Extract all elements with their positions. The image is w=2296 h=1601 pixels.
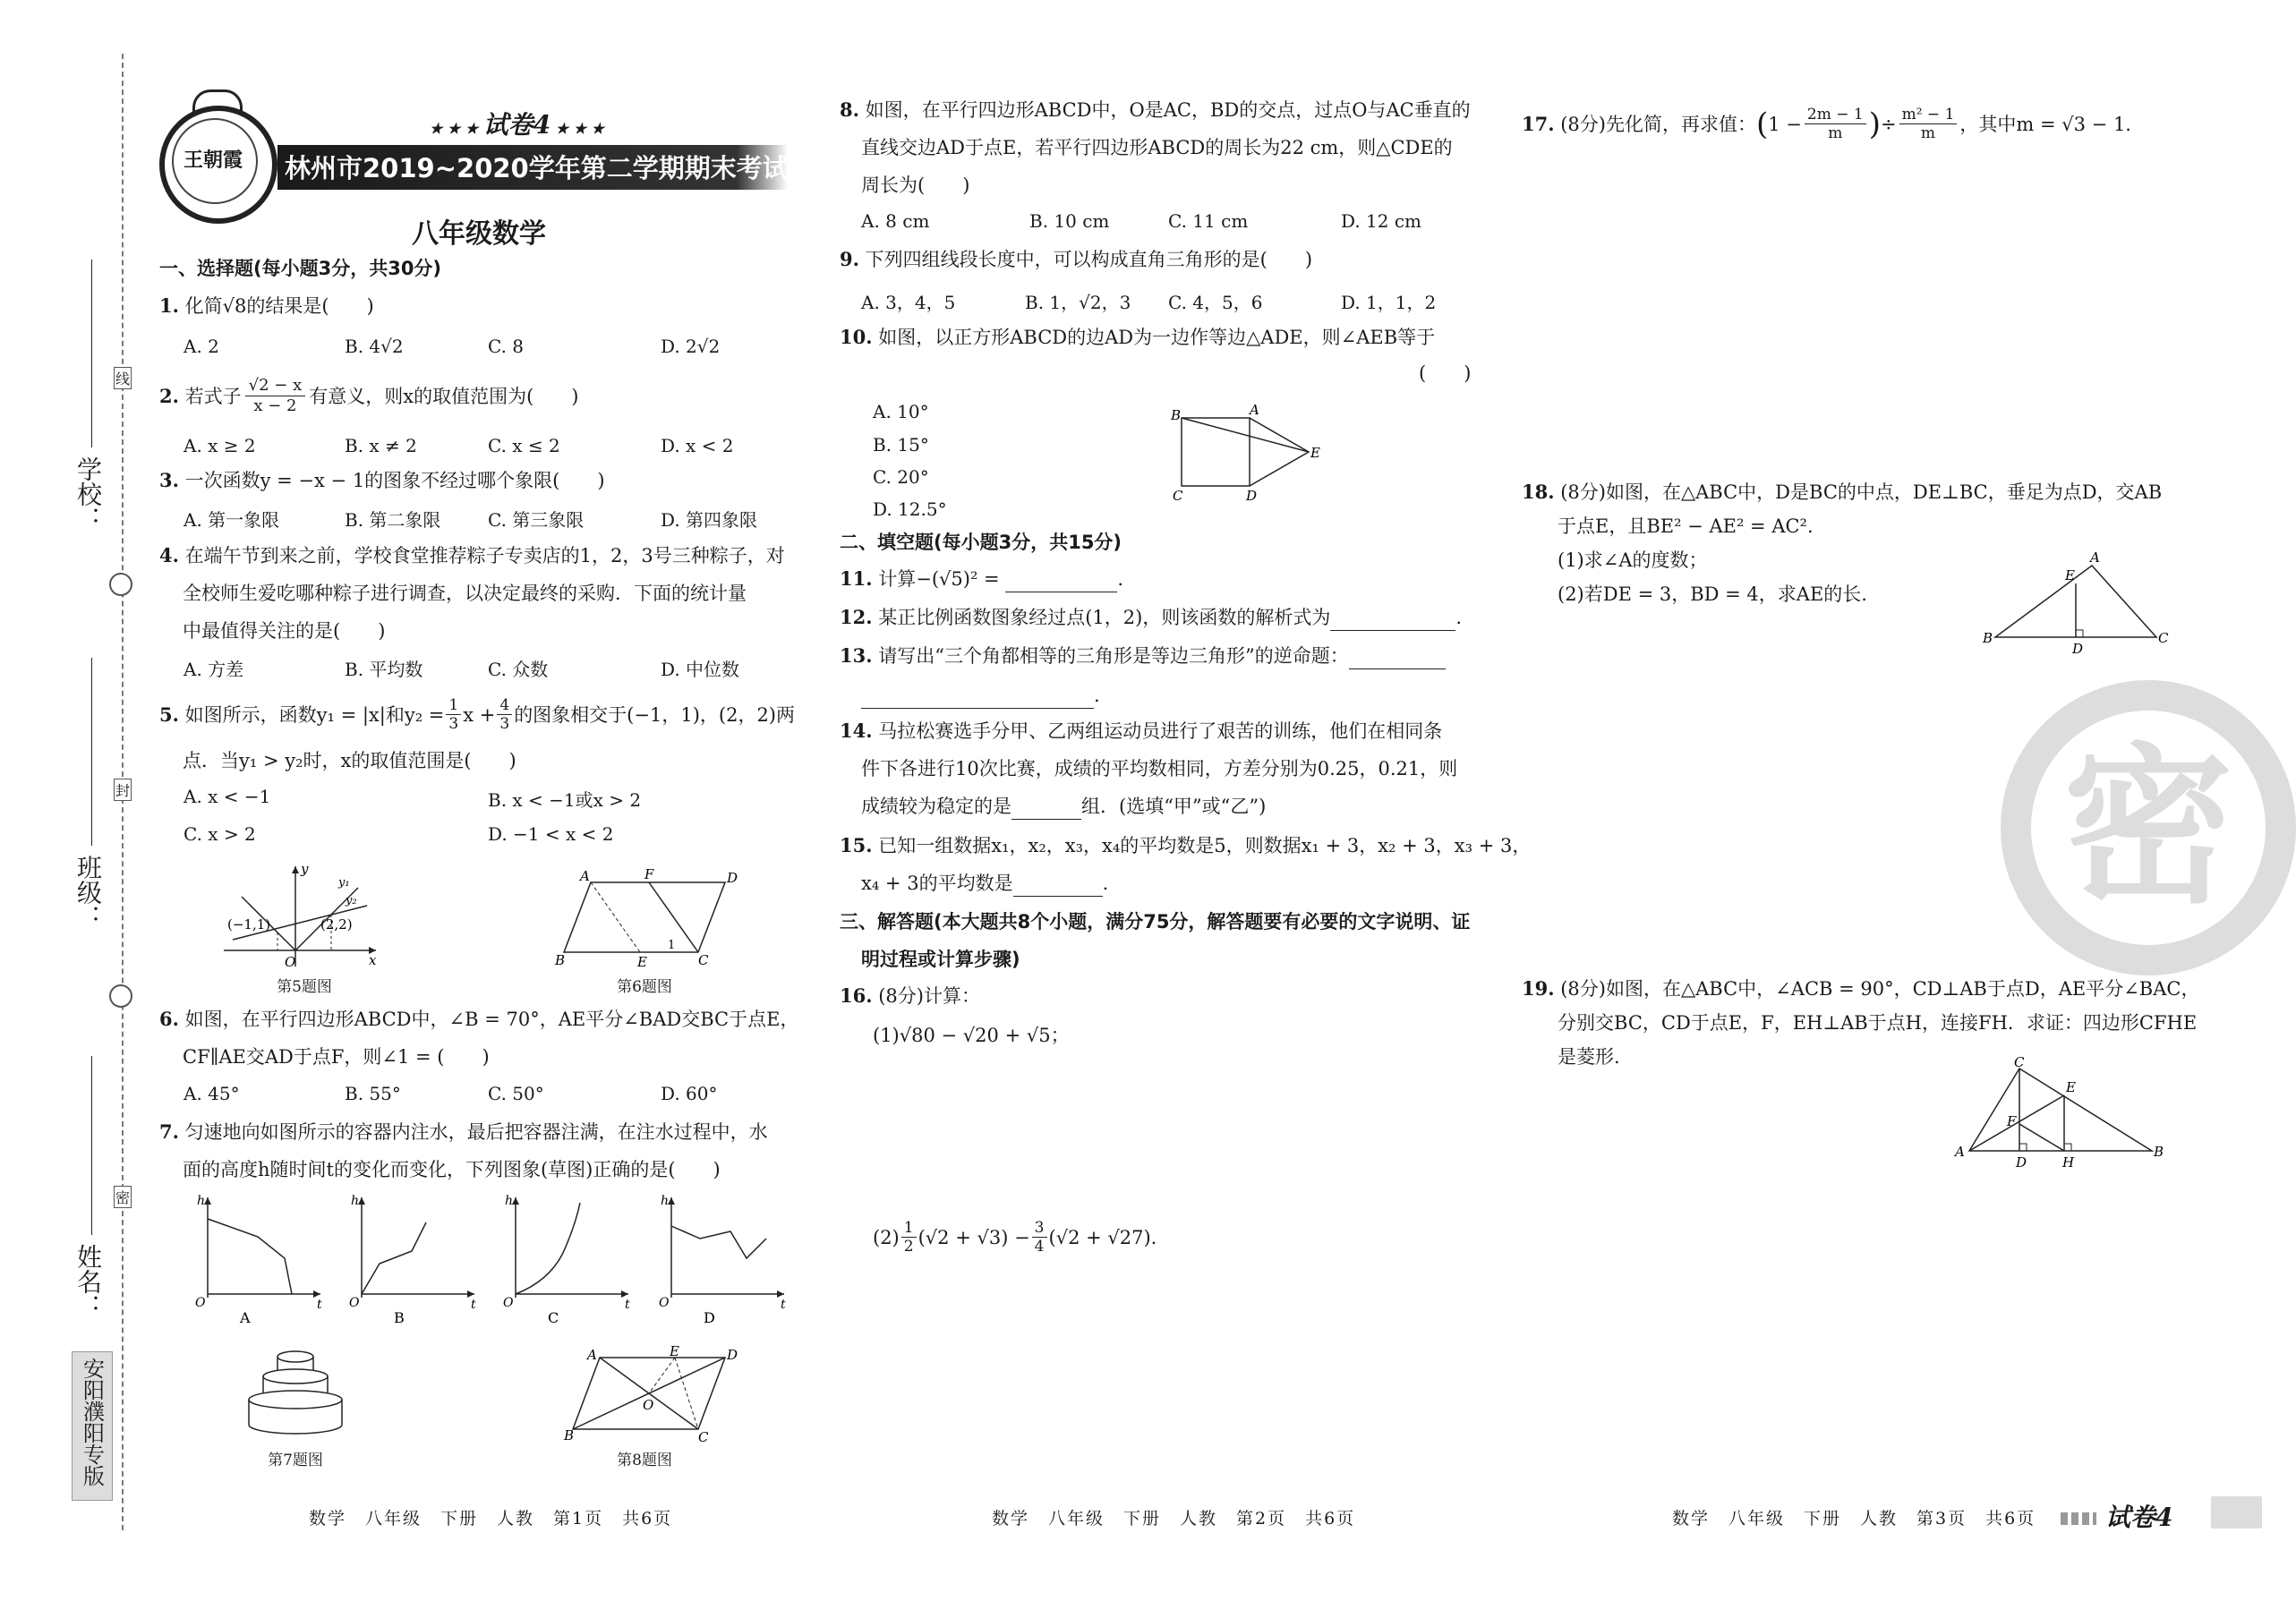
svg-text:D: D	[727, 870, 738, 886]
svg-text:C: C	[548, 1309, 559, 1326]
q4-option-c: C. 众数	[488, 659, 549, 680]
footer-page-2: 数学 八年级 下册 人教 第2页 共6页	[992, 1509, 1356, 1529]
q10-option-d: D. 12.5°	[873, 498, 947, 520]
svg-text:B: B	[555, 952, 566, 968]
question-6: 6. 如图，在平行四边形ABCD中，∠B = 70°，AE平分∠BAD交BC于点E， CF∥AE交AD于点F，则∠1 = ( )	[159, 1008, 799, 1068]
svg-text:E: E	[2065, 567, 2075, 583]
figure-5	[215, 859, 394, 975]
school-label: 学校：	[73, 456, 103, 532]
svg-text:B: B	[394, 1309, 405, 1326]
svg-text:B: B	[564, 1427, 575, 1443]
exam-title: 林州市2019~2020学年第二学期期末考试试题	[285, 153, 841, 183]
svg-text:O: O	[195, 1296, 206, 1310]
svg-text:h: h	[197, 1194, 206, 1208]
exam-badge: ★ ★ ★ 试卷4 ★ ★ ★	[430, 110, 604, 140]
question-2: 2. 若式子 √2 − x x − 2 有意义，则x的取值范围为( )	[159, 376, 579, 415]
q10-option-c: C. 20°	[873, 466, 929, 488]
figure-19	[1951, 1054, 2166, 1174]
svg-text:t: t	[471, 1298, 476, 1312]
question-12: 12. 某正比例函数图象经过点(1，2)，则该函数的解析式为 .	[840, 604, 1462, 631]
hole-icon	[109, 984, 132, 1008]
q8-option-c: C. 11 cm	[1168, 210, 1249, 232]
section-solve-1: 三、解答题(本大题共8个小题，满分75分，解答题要有必要的文字说明、证	[840, 911, 1471, 932]
svg-text:A: A	[580, 868, 590, 884]
q5-option-c: C. x > 2	[184, 823, 256, 845]
q8-option-b: B. 10 cm	[1029, 210, 1110, 232]
footer-page-1: 数学 八年级 下册 人教 第1页 共6页	[309, 1509, 673, 1529]
section-choice: 一、选择题(每小题3分，共30分)	[159, 258, 442, 279]
question-5-line2: 点．当y₁ > y₂时，x的取值范围是( )	[183, 750, 516, 771]
question-16-part-2: (2) 1 2 (√2 + √3) − $\frac{3}{4}$ (√2 + √27).	[873, 1219, 1157, 1256]
svg-text:E: E	[1310, 445, 1320, 461]
question-16: 16. (8分)计算：	[840, 984, 980, 1007]
q7-graph-a	[186, 1192, 329, 1326]
svg-text:h: h	[505, 1194, 514, 1208]
q3-option-d: D. 第四象限	[661, 509, 758, 531]
svg-text:t: t	[317, 1298, 322, 1312]
svg-text:A: A	[1955, 1144, 1965, 1160]
q6-option-a: A. 45°	[184, 1083, 240, 1104]
footer-gray-bar	[2211, 1496, 2262, 1529]
binding-seal-mark: 封	[114, 779, 132, 801]
svg-text:E: E	[670, 1343, 679, 1359]
name-label: 姓名：	[73, 1244, 103, 1319]
question-1: 1. 化简√8的结果是( )	[159, 294, 374, 317]
svg-text:H: H	[2062, 1154, 2075, 1171]
svg-text:C: C	[2014, 1054, 2025, 1070]
fig5-point-1: (−1,1)	[227, 916, 271, 932]
q4-option-b: B. 平均数	[345, 659, 423, 680]
q4-option-a: A. 方差	[184, 659, 244, 680]
svg-text:x: x	[369, 952, 377, 968]
svg-text:D: D	[727, 1347, 738, 1363]
question-17: 17. (8分)先化简，再求值： ( 1 − $\frac{2m - 1}{m}$ ) ÷ $\frac{\text{m² − 1}}{m}$ ，其中m = √3 − 1.	[1522, 106, 2131, 142]
q7-graph-d	[650, 1192, 793, 1326]
q1-option-d: D. 2√2	[661, 336, 721, 357]
question-16-part-1: (1)√80 − √20 + √5；	[873, 1025, 1070, 1046]
svg-text:B: B	[1171, 407, 1182, 423]
section-solve-2: 明过程或计算步骤)	[861, 949, 1020, 970]
q5-option-d: D. −1 < x < 2	[488, 823, 614, 845]
svg-text:A: A	[1250, 402, 1259, 418]
q10-option-b: B. 15°	[873, 434, 929, 456]
question-19: 19. (8分)如图，在△ABC中，∠ACB = 90°，CD⊥AB于点D，AE平分∠BAC， 分别交BC，CD于点E，F，EH⊥AB于点H，连接FH．求证：四边形CFHE 是菱形.	[1522, 977, 2200, 1068]
svg-text:O: O	[349, 1296, 360, 1310]
svg-text:F: F	[2007, 1113, 2017, 1129]
figure-6	[555, 866, 738, 970]
figure-5-caption: 第5题图	[277, 978, 332, 996]
svg-text:E: E	[637, 954, 647, 970]
q11-answer-blank[interactable]	[1005, 572, 1117, 592]
figure-10	[1164, 398, 1325, 506]
svg-text:C: C	[2158, 630, 2169, 646]
svg-text:A: A	[587, 1347, 597, 1363]
question-3: 3. 一次函数y = −x − 1的图象不经过哪个象限( )	[159, 469, 605, 491]
svg-text:D: D	[2072, 641, 2084, 657]
q12-answer-blank[interactable]	[1330, 610, 1455, 631]
svg-text:O: O	[285, 954, 296, 970]
q1-option-b: B. 4√2	[345, 336, 404, 357]
svg-text:A: A	[2090, 549, 2100, 566]
q6-option-b: B. 55°	[345, 1083, 401, 1104]
binding-secret-mark: 密	[114, 1186, 132, 1208]
q8-option-a: A. 8 cm	[861, 210, 930, 232]
binding-strip	[0, 0, 143, 1601]
q9-option-a: A. 3，4，5	[861, 292, 956, 313]
figure-6-caption: 第6题图	[617, 978, 672, 996]
question-11: 11. 计算−(√5)² = .	[840, 566, 1123, 592]
q6-option-c: C. 50°	[488, 1083, 544, 1104]
q3-option-a: A. 第一象限	[184, 509, 280, 531]
q1-option-c: C. 8	[488, 336, 525, 357]
q10-option-a: A. 10°	[873, 401, 929, 422]
svg-text:O: O	[659, 1296, 670, 1310]
q14-answer-blank[interactable]	[1011, 799, 1081, 820]
svg-text:1: 1	[668, 939, 676, 952]
q2-option-b: B. x ≠ 2	[345, 435, 417, 456]
question-8: 8. 如图，在平行四边形ABCD中，O是AC，BD的交点，过点O与AC垂直的 直线交边AD于点E，若平行四边形ABCD的周长为22 cm，则△CDE的 周长为( )	[840, 98, 1471, 196]
q15-answer-blank[interactable]	[1013, 876, 1103, 897]
svg-text:y: y	[301, 861, 309, 877]
svg-text:C: C	[1173, 488, 1183, 504]
question-10: 10. 如图，以正方形ABCD的边AD为一边作等边△ADE，则∠AEB等于	[840, 326, 1436, 348]
footer-page-3: 数学 八年级 下册 人教 第3页 共6页	[1672, 1509, 2036, 1529]
q6-option-d: D. 60°	[661, 1083, 718, 1104]
crown-icon	[192, 89, 243, 112]
svg-text:D: D	[2016, 1154, 2027, 1171]
question-9: 9. 下列四组线段长度中，可以构成直角三角形的是( )	[840, 248, 1313, 270]
svg-text:t: t	[781, 1298, 786, 1312]
footer-dots	[2061, 1512, 2096, 1525]
section-fill: 二、填空题(每小题3分，共15分)	[840, 532, 1122, 553]
figure-18	[1983, 548, 2171, 655]
svg-text:h: h	[661, 1194, 670, 1208]
class-label: 班级：	[73, 855, 103, 930]
q13-answer-blank-2[interactable]	[861, 688, 1094, 709]
svg-text:E: E	[2066, 1079, 2076, 1095]
q5-option-b: B. x < −1或x > 2	[488, 789, 642, 811]
figure-7	[242, 1342, 349, 1441]
question-5: 5. 如图所示，函数y₁ = |x|和y₂ = $\frac{1}{3}$ x + $\frac{4}{3}$ 的图象相交于(−1，1)，(2，2)两	[159, 696, 795, 733]
logo: 王朝霞	[159, 106, 277, 224]
question-18: 18. (8分)如图，在△ABC中，D是BC的中点，DE⊥BC，垂足为点D，交AB 于点E，且BE² − AE² = AC². (1)求∠A的度数； (2)若DE = 3，BD = 4，求AE的长.	[1522, 481, 2163, 605]
question-7: 7. 匀速地向如图所示的容器内注水，最后把容器注满，在注水过程中，水 面的高度h随时间t的变化而变化，下列图象(草图)正确的是( )	[159, 1120, 768, 1180]
q3-option-b: B. 第二象限	[345, 509, 441, 531]
subject-title: 八年级数学	[412, 218, 546, 250]
question-13-line2: .	[861, 682, 1100, 709]
q9-option-c: C. 4，5，6	[1168, 292, 1263, 313]
hole-icon	[109, 573, 132, 596]
figure-8-caption: 第8题图	[617, 1452, 672, 1469]
svg-text:D: D	[704, 1309, 715, 1326]
svg-text:O: O	[643, 1397, 654, 1413]
q13-answer-blank-1[interactable]	[1349, 649, 1446, 669]
svg-text:O: O	[503, 1296, 514, 1310]
svg-text:t: t	[625, 1298, 630, 1312]
q3-option-c: C. 第三象限	[488, 509, 585, 531]
question-13: 13. 请写出“三个角都相等的三角形是等边三角形”的逆命题：	[840, 643, 1446, 669]
svg-text:F: F	[644, 866, 654, 882]
svg-text:B: B	[2154, 1144, 2164, 1160]
svg-text:C: C	[698, 952, 709, 968]
q7-graph-c	[494, 1192, 637, 1326]
figure-8	[564, 1343, 743, 1445]
question-14: 14. 马拉松赛选手分甲、乙两组运动员进行了艰苦的训练，他们在相同条 件下各进行10次比赛，成绩的平均数相同，方差分别为0.25，0.21，则 成绩较为稳定的是 组．(选填“甲”或“乙”)	[840, 718, 1457, 820]
question-15: 15. 已知一组数据x₁，x₂，x₃，x₄的平均数是5，则数据x₁ + 3，x₂ + 3，x₃ + 3， x₄ + 3的平均数是 .	[840, 832, 1531, 897]
q2-option-d: D. x < 2	[661, 435, 734, 456]
q9-option-b: B. 1，√2，3	[1025, 292, 1131, 313]
svg-text:D: D	[1246, 488, 1258, 504]
svg-text:C: C	[698, 1429, 709, 1445]
q1-option-a: A. 2	[184, 336, 219, 357]
svg-text:y₁: y₁	[338, 876, 350, 890]
q4-option-d: D. 中位数	[661, 659, 740, 680]
svg-text:A: A	[240, 1309, 251, 1326]
svg-text:h: h	[351, 1194, 360, 1208]
q8-option-d: D. 12 cm	[1341, 210, 1422, 232]
q7-graph-b	[340, 1192, 483, 1326]
svg-text:B: B	[1983, 630, 1993, 646]
question-4: 4. 在端午节到来之前，学校食堂推荐粽子专卖店的1，2，3号三种粽子，对 全校师生爱吃哪种粽子进行调查，以决定最终的采购．下面的统计量 中最值得关注的是( )	[159, 544, 785, 642]
edition-box: 安阳濮阳专版	[72, 1351, 113, 1501]
q2-option-c: C. x ≤ 2	[488, 435, 560, 456]
q5-option-a: A. x < −1	[184, 786, 271, 807]
q2-option-a: A. x ≥ 2	[184, 435, 256, 456]
footer-exam-badge: 试卷4	[2105, 1503, 2173, 1532]
q9-option-d: D. 1，1，2	[1341, 292, 1437, 313]
fig5-point-2: (2,2)	[320, 916, 353, 932]
secret-stamp-watermark: 密	[2001, 680, 2296, 975]
svg-text:y₂: y₂	[346, 894, 357, 907]
question-10-bracket: ( )	[1419, 362, 1472, 384]
figure-7-caption: 第7题图	[268, 1452, 323, 1469]
binding-line-mark-1: 线	[114, 367, 132, 389]
